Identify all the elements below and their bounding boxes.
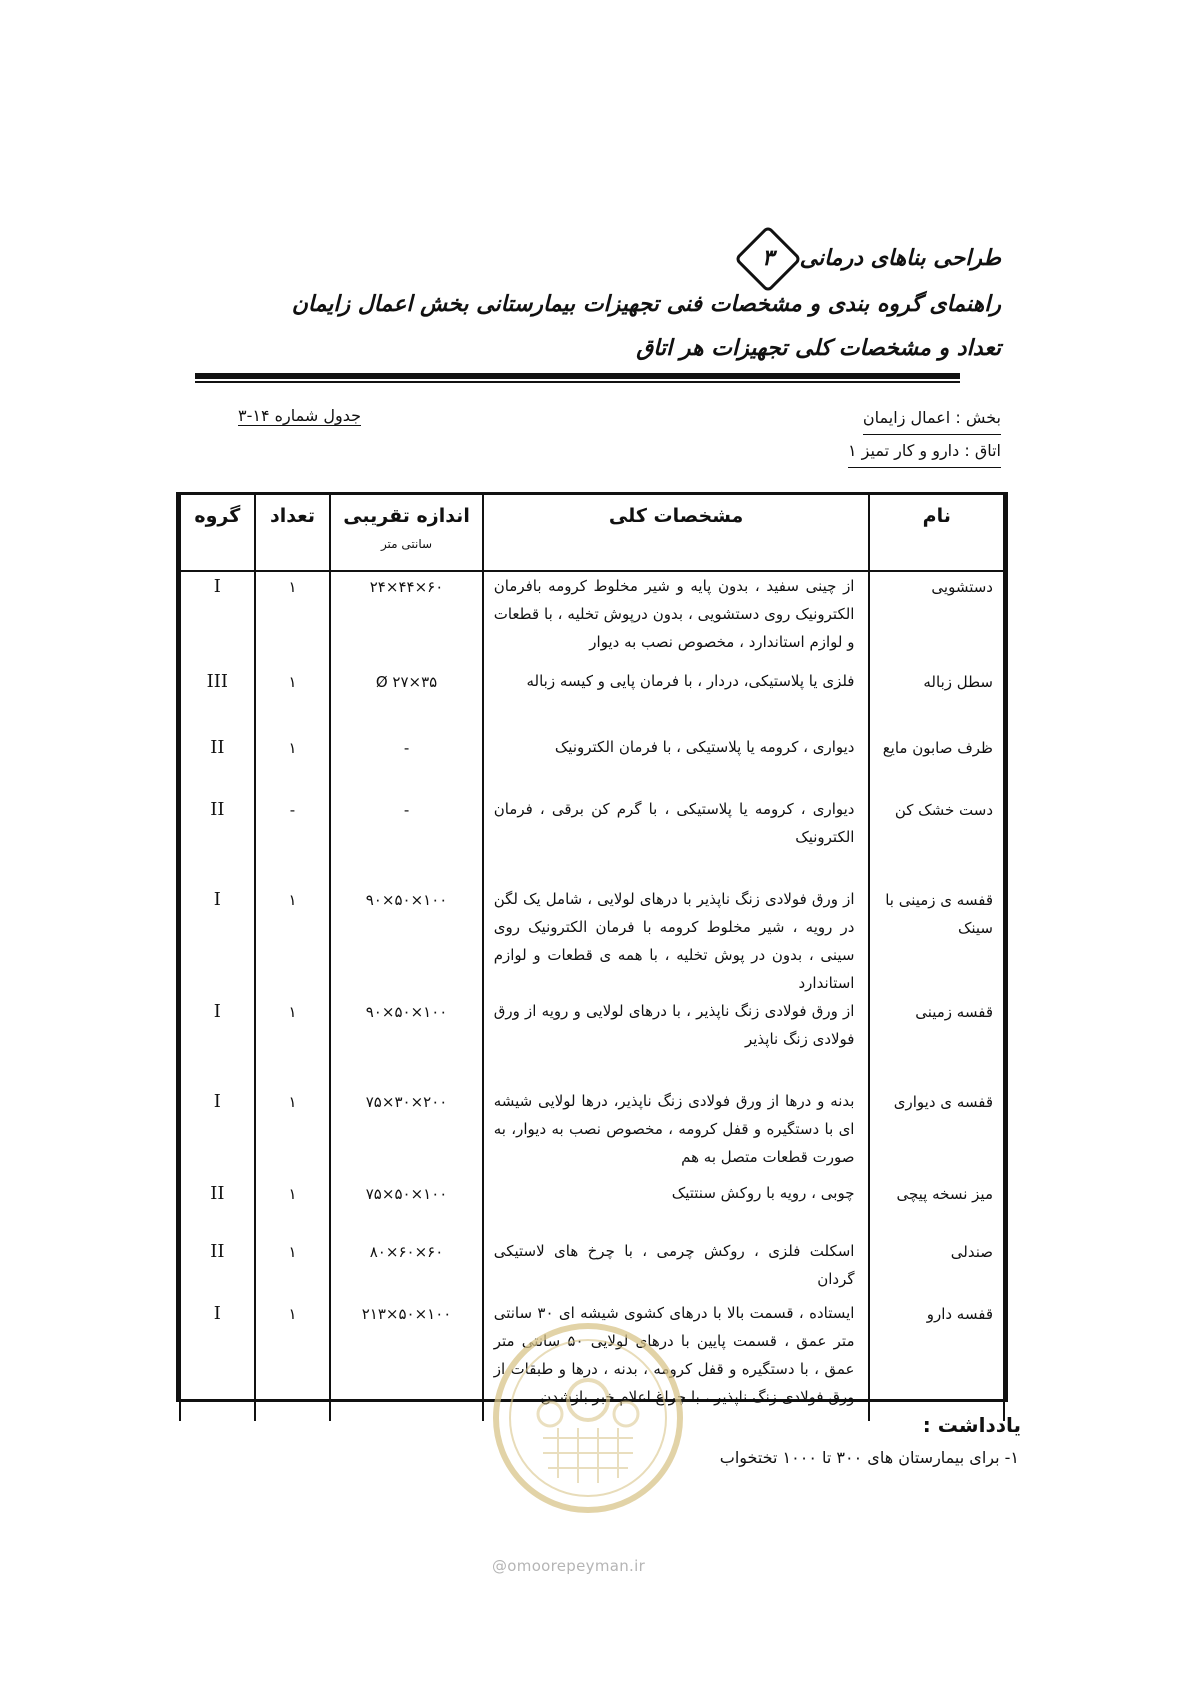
cell-name: قفسه زمینی (869, 997, 1004, 1087)
header-size-unit: سانتی متر (380, 537, 433, 551)
cell-name: ظرف صابون مایع (869, 733, 1004, 795)
cell-count: ۱ (255, 885, 331, 997)
cell-spec: از چینی سفید ، بدون پایه و شیر مخلوط کرومه بافرمان الکترونیک روی دستشویی ، بدون درپوش تخلیه ، با قطعات و لوازم استاندارد ، مخصوص نصب به دیوار (483, 571, 870, 667)
table-row (180, 885, 1004, 997)
watermark-seal-icon (488, 1318, 688, 1518)
cell-group: I (180, 997, 255, 1087)
cell-name: دستشویی (869, 571, 1004, 667)
cell-spec: ایستاده ، قسمت بالا با درهای کشوی شیشه ای ۳۰ سانتی متر عمق ، قسمت پایین با درهای لولایی ۵۰ سانتی متر عمق ، با دستگیره و قفل کرومه ، بدنه ، درها و طبقات از ورق فولادی زنگ ناپذیر ، با چراغ اعلام خبر بازشدن (483, 1299, 870, 1421)
cell-name: قفسه دارو (869, 1299, 1004, 1421)
cell-count: ۱ (255, 1237, 331, 1299)
cell-group: II (180, 795, 255, 885)
cell-count: ۱ (255, 1179, 331, 1237)
cell-count: ۱ (255, 571, 331, 667)
header-line3: تعداد و مشخصات کلی تجهیزات هر اتاق (636, 336, 1001, 361)
room-label: اتاق : دارو و کار تمیز ۱ (848, 435, 1001, 468)
cell-spec: بدنه و درها از ورق فولادی زنگ ناپذیر، درها لولایی شیشه ای با دستگیره و قفل کرومه ، مخصوص نصب به دیوار، به صورت قطعات متصل به هم (483, 1087, 870, 1179)
header-name: نام (869, 495, 1004, 571)
cell-count: ۱ (255, 1299, 331, 1421)
cell-group: I (180, 1299, 255, 1421)
cell-size: - (330, 795, 482, 885)
header-line2: راهنمای گروه بندی و مشخصات فنی تجهیزات بیمارستانی بخش اعمال زایمان (291, 292, 1001, 317)
equipment-table (176, 492, 1008, 1406)
table-row (180, 1237, 1004, 1299)
cell-name: دست خشک کن (869, 795, 1004, 885)
header-rule-thin (195, 381, 960, 383)
cell-size: ۶۰×۶۰×۸۰ (330, 1237, 482, 1299)
cell-group: II (180, 733, 255, 795)
cell-group: I (180, 1087, 255, 1179)
header-count: تعداد (255, 495, 331, 571)
cell-spec: چوبی ، رویه با روکش سنتتیک (483, 1179, 870, 1237)
table-number: جدول شماره ۱۴-۳ (238, 406, 362, 425)
cell-size: - (330, 733, 482, 795)
cell-name: قفسه ی دیواری (869, 1087, 1004, 1179)
cell-group: III (180, 667, 255, 733)
header-group: گروه (180, 495, 255, 571)
cell-name: قفسه ی زمینی با سینک (869, 885, 1004, 997)
table-row (180, 795, 1004, 885)
header-size (330, 495, 482, 571)
cell-size: ۱۰۰×۵۰×۹۰ (330, 997, 482, 1087)
cell-size: ۱۰۰×۵۰×۹۰ (330, 885, 482, 997)
cell-count: ۱ (255, 667, 331, 733)
cell-spec: فلزی یا پلاستیکی، دردار ، با فرمان پایی و کیسه زباله (483, 667, 870, 733)
cell-size: Ø ۲۷×۳۵ (330, 667, 482, 733)
notes-title: یادداشت : (922, 1413, 1021, 1437)
cell-count: ۱ (255, 1087, 331, 1179)
header-size-label: اندازه تقریبی (343, 505, 470, 527)
table-row (180, 667, 1004, 733)
cell-count: ۱ (255, 997, 331, 1087)
table-row (180, 997, 1004, 1087)
cell-spec: اسکلت فلزی ، روکش چرمی ، با چرخ های لاستیکی گردان (483, 1237, 870, 1299)
table-row (180, 733, 1004, 795)
cell-group: II (180, 1179, 255, 1237)
section-meta (848, 402, 1001, 468)
table-row (180, 571, 1004, 667)
cell-count: ۱ (255, 733, 331, 795)
header-line1: طراحی بناهای درمانی (799, 246, 1001, 271)
cell-group: I (180, 885, 255, 997)
cell-size: ۶۰×۴۴×۲۴ (330, 571, 482, 667)
chapter-number: ۳ (761, 246, 774, 272)
cell-size: ۱۰۰×۵۰×۲۱۳ (330, 1299, 482, 1421)
cell-spec: دیواری ، کرومه یا پلاستیکی ، با گرم کن برقی ، فرمان الکترونیک (483, 795, 870, 885)
header-spec: مشخصات کلی (483, 495, 870, 571)
cell-group: II (180, 1237, 255, 1299)
document-header (181, 235, 1001, 371)
section-label: بخش : اعمال زایمان (863, 402, 1001, 435)
cell-spec: از ورق فولادی زنگ ناپذیر ، با درهای لولایی و رویه از ورق فولادی زنگ ناپذیر (483, 997, 870, 1087)
table-row (180, 1087, 1004, 1179)
cell-name: میز نسخه پیچی (869, 1179, 1004, 1237)
watermark-text: @omoorepeyman.ir (492, 1557, 646, 1575)
cell-size: ۱۰۰×۵۰×۷۵ (330, 1179, 482, 1237)
cell-size: ۲۰۰×۳۰×۷۵ (330, 1087, 482, 1179)
cell-group: I (180, 571, 255, 667)
cell-name: سطل زباله (869, 667, 1004, 733)
header-rule-thick (195, 373, 960, 379)
table-row (180, 1179, 1004, 1237)
notes-item: ۱- برای بیمارستان های ۳۰۰ تا ۱۰۰۰ تختخواب (719, 1448, 1019, 1467)
header-title-row (181, 235, 1001, 283)
cell-spec: دیواری ، کرومه یا پلاستیکی ، با فرمان الکترونیک (483, 733, 870, 795)
cell-count: - (255, 795, 331, 885)
cell-name: صندلی (869, 1237, 1004, 1299)
cell-spec: از ورق فولادی زنگ ناپذیر با درهای لولایی ، شامل یک لگن در رویه ، شیر مخلوط کرومه با فرمان الکترونیک روی سینی ، بدون در پوش تخلیه ، با همه ی قطعات و لوازم استاندارد (483, 885, 870, 997)
